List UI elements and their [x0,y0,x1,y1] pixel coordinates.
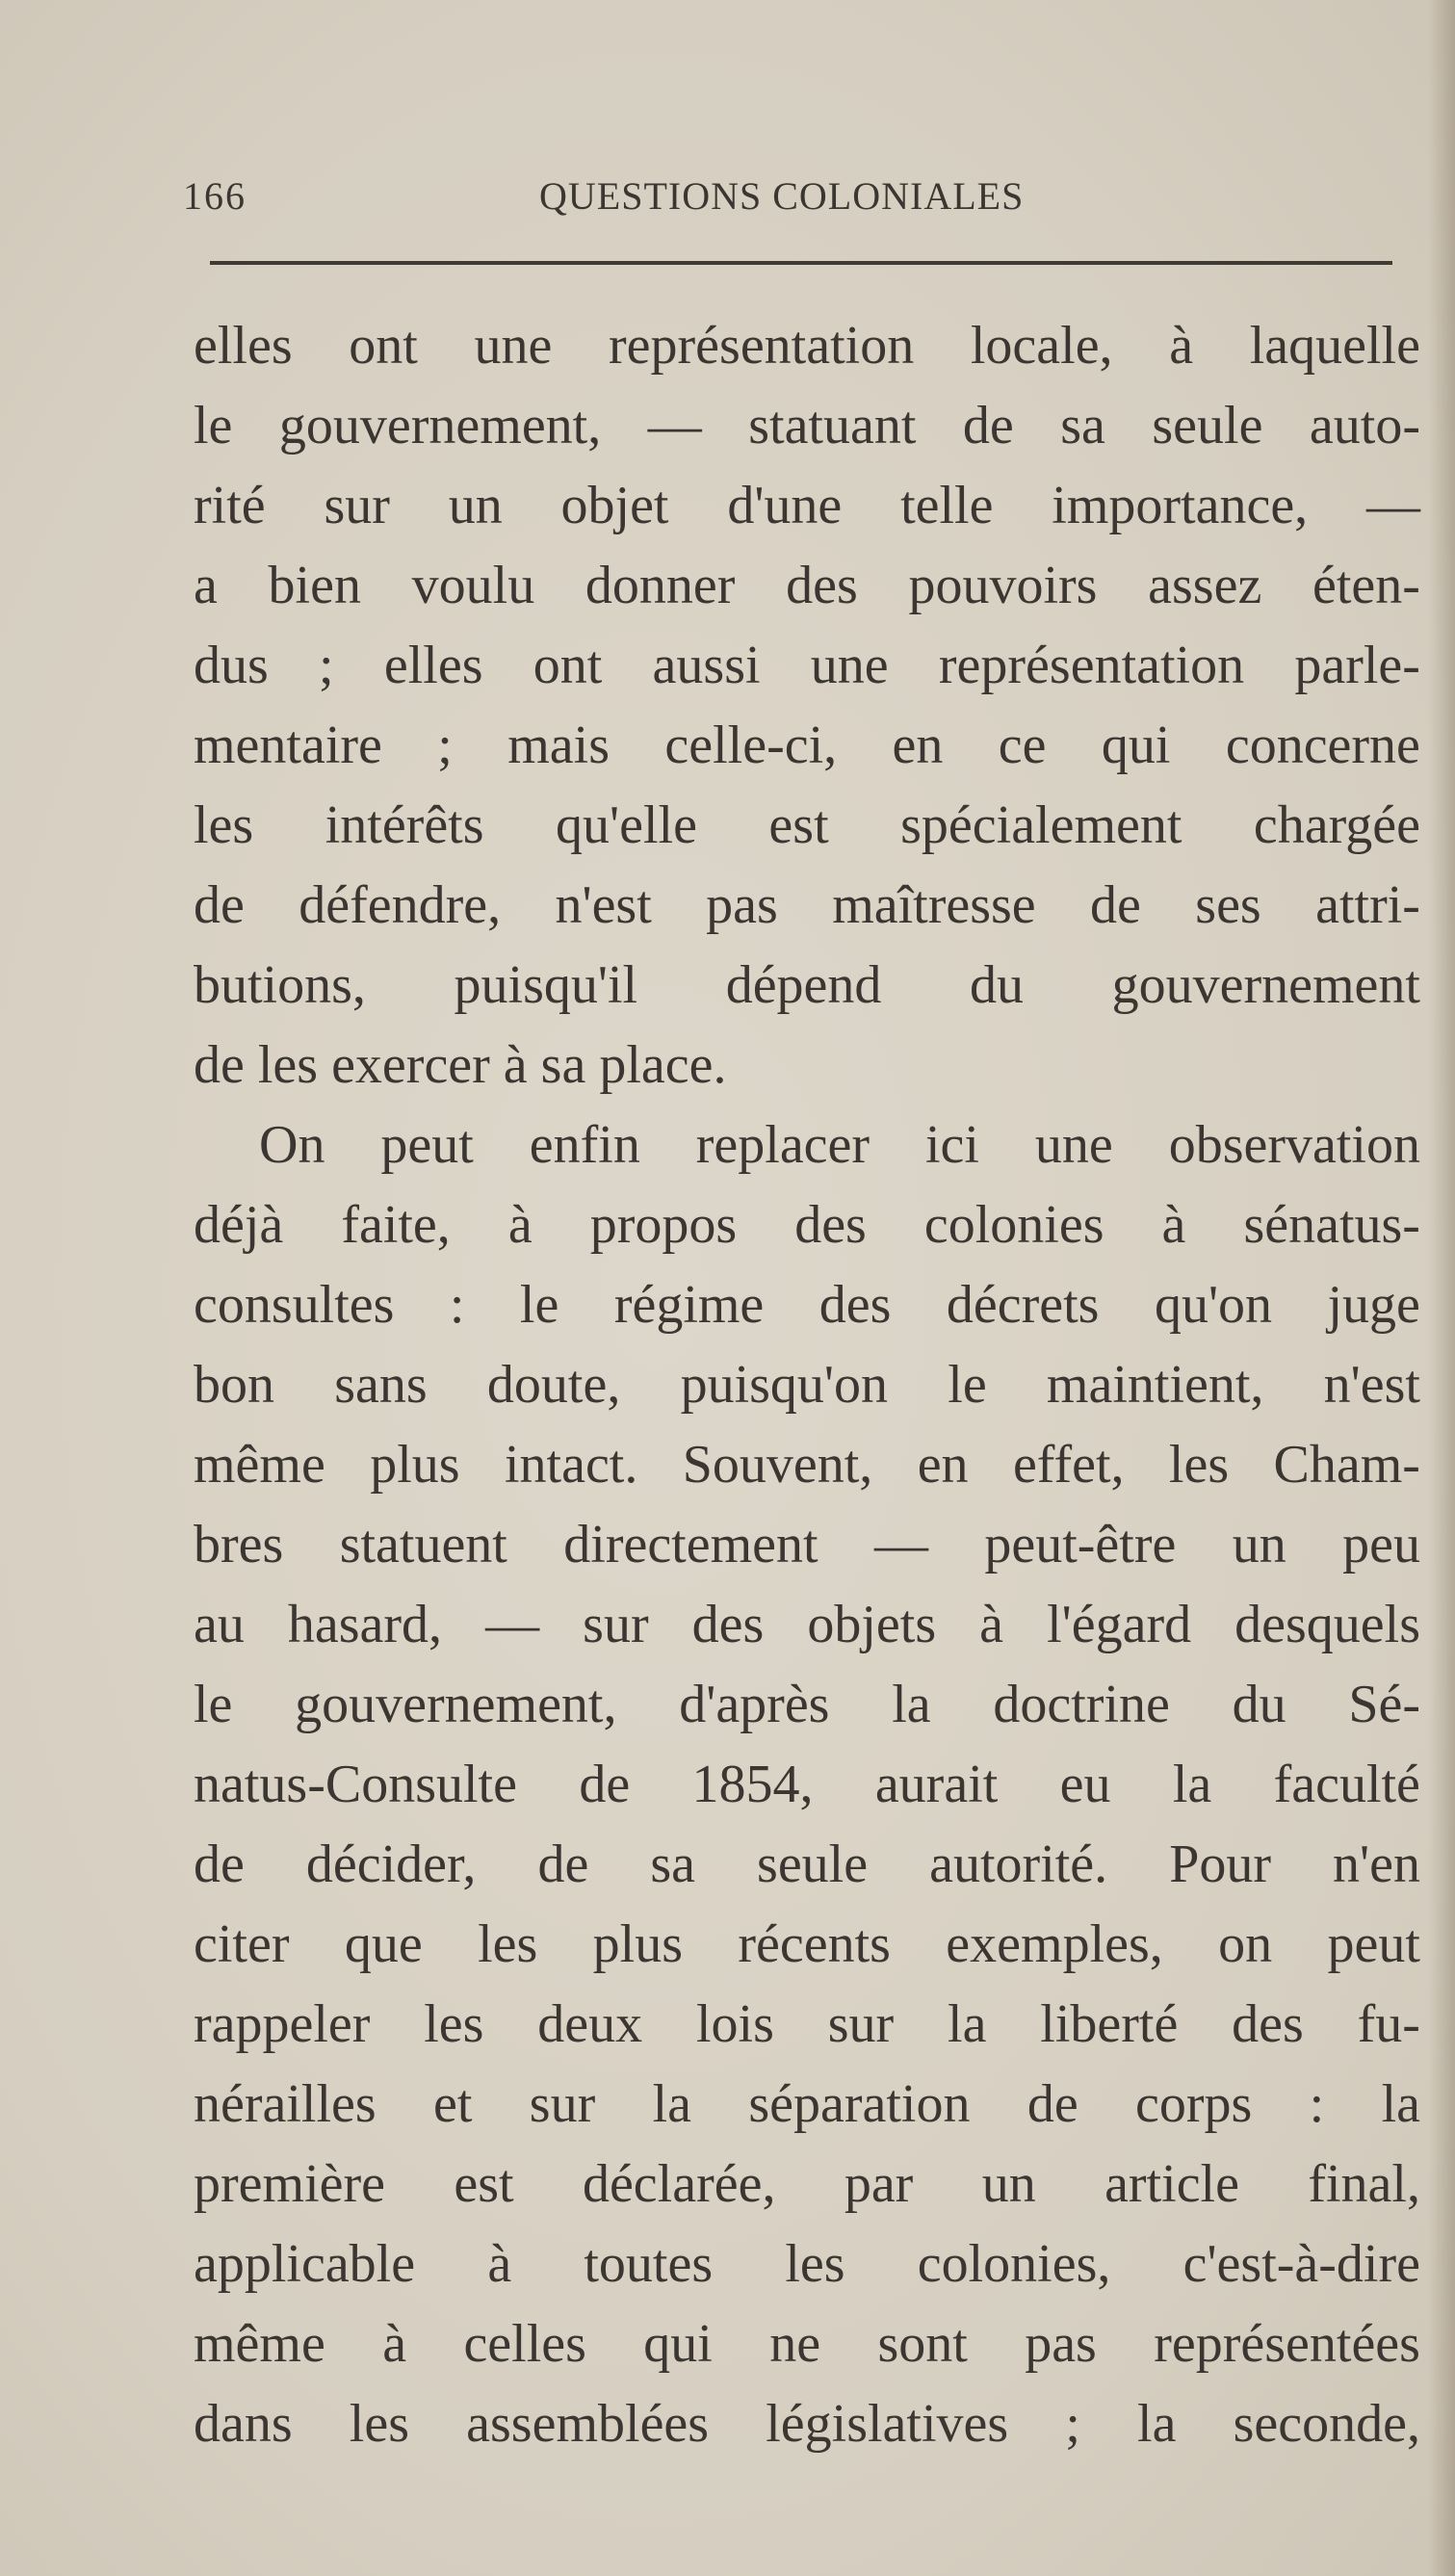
word: donner [585,556,736,615]
word: — [485,1595,540,1654]
word: liberté [1040,1994,1179,2054]
word: article [1104,2154,1239,2214]
word: séparation [748,2074,971,2134]
word: ; [437,716,453,775]
text-line [194,706,1420,786]
word: Pour [1169,1834,1271,1894]
word: le [948,1355,987,1415]
word: n'est [555,875,652,935]
word: à [503,1035,528,1095]
word: pouvoirs [908,556,1098,615]
word: gouvernement [1111,955,1420,1015]
word: d'après [679,1675,830,1734]
word: dus [194,636,269,695]
word: statuent [339,1515,507,1574]
word: au [194,1595,245,1654]
word: puisqu'on [680,1355,889,1415]
word: celles [463,2314,586,2374]
word: spécialement [900,795,1182,855]
word: plus [370,1435,460,1495]
word: représentation [609,316,915,376]
word: à [1161,1195,1186,1255]
word: toutes [584,2234,714,2294]
body-text [194,306,1420,2464]
word: ont [533,636,603,695]
word: enfin [529,1115,640,1175]
word: une [1034,1115,1113,1175]
word: une [810,636,889,695]
text-line [194,1505,1420,1585]
word: replacer [695,1115,870,1175]
word: ici [924,1115,979,1175]
word: d'une [727,476,843,535]
word: législatives [766,2394,1009,2454]
word: a [194,556,218,615]
word: en [917,1435,969,1495]
word: celle-ci, [664,716,838,775]
word: concerne [1225,716,1420,775]
word: puisqu'il [454,955,638,1015]
text-line [194,1585,1420,1665]
word: pas [1025,2314,1097,2374]
word: de [194,1834,245,1894]
word: à [1169,316,1194,376]
text-line [194,1026,1420,1106]
word: observation [1168,1115,1420,1175]
word: butions, [194,955,366,1015]
word: assez [1148,556,1262,615]
word: un [1232,1515,1286,1574]
text-line [194,1985,1420,2065]
word: bres [194,1515,284,1574]
word: à [487,2234,512,2294]
word: un [981,2154,1036,2214]
word: des [1232,1994,1304,2054]
word: final, [1308,2154,1420,2214]
word: régime [613,1275,765,1335]
word: la [652,2074,692,2134]
word: maîtresse [832,875,1036,935]
word: est [768,795,829,855]
text-line [194,1745,1420,1825]
word: de [579,1755,631,1814]
word: Cham- [1273,1435,1420,1495]
word: chargée [1253,795,1420,855]
word: défendre, [299,875,502,935]
word: eu [1059,1755,1111,1814]
word: desquels [1234,1595,1420,1654]
word: n'est [1323,1355,1420,1415]
word: laquelle [1249,316,1420,376]
text-line [194,1345,1420,1425]
word: aurait [874,1755,999,1814]
text-line [194,2384,1420,2464]
word: un [448,476,503,535]
word: de [962,396,1014,455]
word: le [194,396,233,455]
word: même [194,1435,325,1495]
word: décider, [305,1834,477,1894]
word: intact. [504,1435,638,1495]
word: lois [695,1994,774,2054]
word: colonies, [917,2234,1111,2294]
word: sa [650,1834,695,1894]
word: objets [807,1595,937,1654]
text-line [194,1106,1420,1185]
word: effet, [1012,1435,1125,1495]
word: telle [900,476,994,535]
word: à [382,2314,407,2374]
word: décrets [946,1275,1100,1335]
word: sans [334,1355,428,1415]
word: c'est-à-dire [1182,2234,1420,2294]
word: de [1090,875,1141,935]
word: consultes [194,1275,395,1335]
word: On [259,1115,325,1175]
word: colonies [923,1195,1104,1255]
word: sur [583,1595,649,1654]
word: — [647,396,702,455]
word: la [948,1994,987,2054]
word: auto- [1309,396,1420,455]
word: de [194,875,245,935]
word: seule [757,1834,869,1894]
running-title: QUESTIONS COLONIALES [539,174,1025,218]
word: des [818,1275,892,1335]
word: importance, [1052,476,1309,535]
word: objet [560,476,669,535]
word: sont [877,2314,968,2374]
word: représentation [938,636,1245,695]
word: 1854, [691,1755,814,1814]
word: qu'elle [556,795,697,855]
word: doute, [486,1355,621,1415]
word: la [892,1675,931,1734]
word: qui [1101,716,1171,775]
word: parle- [1294,636,1420,695]
word: ses [1195,875,1261,935]
text-line [194,2225,1420,2304]
word: bon [194,1355,274,1415]
header-rule [210,261,1392,265]
word: aussi [652,636,761,695]
word: Sé- [1348,1675,1420,1734]
word: de [537,1834,589,1894]
word: intérêts [325,795,484,855]
word: la [1381,2074,1420,2134]
word: les [349,2394,410,2454]
text-line [194,1825,1420,1905]
word: ce [998,716,1047,775]
word: l'égard [1047,1595,1192,1654]
word: on [1218,1914,1273,1974]
word: des [786,556,858,615]
word: peut [1327,1914,1420,1974]
word: les [785,2234,845,2294]
word: : [1309,2074,1325,2134]
word: deux [537,1994,643,2054]
word: elles [194,316,293,376]
word: mentaire [194,716,382,775]
word: n'en [1333,1834,1420,1894]
word: éten- [1312,556,1420,615]
word: peu [1342,1515,1420,1574]
word: à [507,1195,533,1255]
word: citer [194,1914,290,1974]
word: gouvernement, [295,1675,617,1734]
word: elles [383,636,483,695]
word: par [844,2154,914,2214]
word: les [478,1914,538,1974]
word: natus-Consulte [194,1755,517,1814]
text-line [194,1265,1420,1345]
word: sur [324,476,390,535]
word: propos [589,1195,738,1255]
word: qu'on [1154,1275,1273,1335]
word: gouvernement, [278,396,602,455]
word: nérailles [194,2074,377,2134]
text-line [194,546,1420,626]
text-line [194,306,1420,386]
word: déjà [194,1195,284,1255]
word: les [194,795,254,855]
word: sur [827,1994,895,2054]
word: seconde, [1233,2394,1420,2454]
word: même [194,2314,325,2374]
word: des [691,1595,765,1654]
word: fu- [1357,1994,1420,2054]
word: Souvent, [682,1435,873,1495]
word: peut-être [984,1515,1177,1574]
word: qui [643,2314,713,2374]
word: une [474,316,553,376]
word: rappeler [194,1994,371,2054]
text-line [194,946,1420,1026]
word: représentées [1154,2314,1420,2374]
word: première [194,2154,385,2214]
page-number: 166 [183,174,247,218]
text-line [194,2065,1420,2145]
word: faite, [341,1195,451,1255]
word: sur [529,2074,596,2134]
word: que [344,1914,423,1974]
word: mais [507,716,610,775]
word: ne [769,2314,821,2374]
text-line [194,626,1420,706]
word: déclarée, [582,2154,776,2214]
word: ; [1065,2394,1080,2454]
word: du [970,955,1025,1015]
word: doctrine [993,1675,1170,1734]
word: directement [563,1515,818,1574]
word: ; [319,636,334,695]
word: les [257,1035,319,1095]
word: les [424,1994,484,2054]
word: les [1168,1435,1230,1495]
word: attri- [1315,875,1420,935]
word: la [1172,1755,1212,1814]
word: sa [1060,396,1105,455]
word: récents [738,1914,891,1974]
text-line [194,1185,1420,1265]
word: — [1365,476,1420,535]
word: du [1232,1675,1286,1734]
word: dans [194,2394,293,2454]
word: juge [1327,1275,1420,1335]
word: le [194,1675,233,1734]
word: exemples, [946,1914,1163,1974]
text-line [194,786,1420,866]
word: en [892,716,944,775]
word: peut [380,1115,474,1175]
word: faculté [1273,1755,1420,1814]
word: la [1137,2394,1177,2454]
word: bien [268,556,361,615]
text-line [194,2145,1420,2225]
word: sénatus- [1243,1195,1420,1255]
word: seule [1152,396,1263,455]
word: est [454,2154,514,2214]
word: le [519,1275,559,1335]
text-line [194,1905,1420,1985]
word: dépend [725,955,882,1015]
text-line [194,1425,1420,1505]
word: des [794,1195,867,1255]
word: et [433,2074,473,2134]
word: voulu [411,556,535,615]
word: de [1026,2074,1078,2134]
word: ont [349,316,418,376]
word: sa [540,1035,586,1095]
word: corps [1135,2074,1253,2134]
word: pas [706,875,778,935]
text-line [194,386,1420,466]
word: locale, [970,316,1113,376]
text-line [194,2304,1420,2384]
word: applicable [194,2234,416,2294]
word: assemblées [466,2394,710,2454]
word: : [449,1275,465,1335]
word: place. [599,1035,727,1095]
text-line [194,866,1420,946]
word: à [979,1595,1004,1654]
word: de [194,1035,245,1095]
word: — [873,1515,928,1574]
word: autorité. [929,1834,1108,1894]
word: maintient, [1046,1355,1264,1415]
page-edge-shadow [1428,0,1455,2576]
word: hasard, [287,1595,443,1654]
word: statuant [748,396,917,455]
word: rité [194,476,266,535]
text-line [194,466,1420,546]
word: plus [592,1914,683,1974]
word: exercer [331,1035,490,1095]
text-line [194,1665,1420,1745]
